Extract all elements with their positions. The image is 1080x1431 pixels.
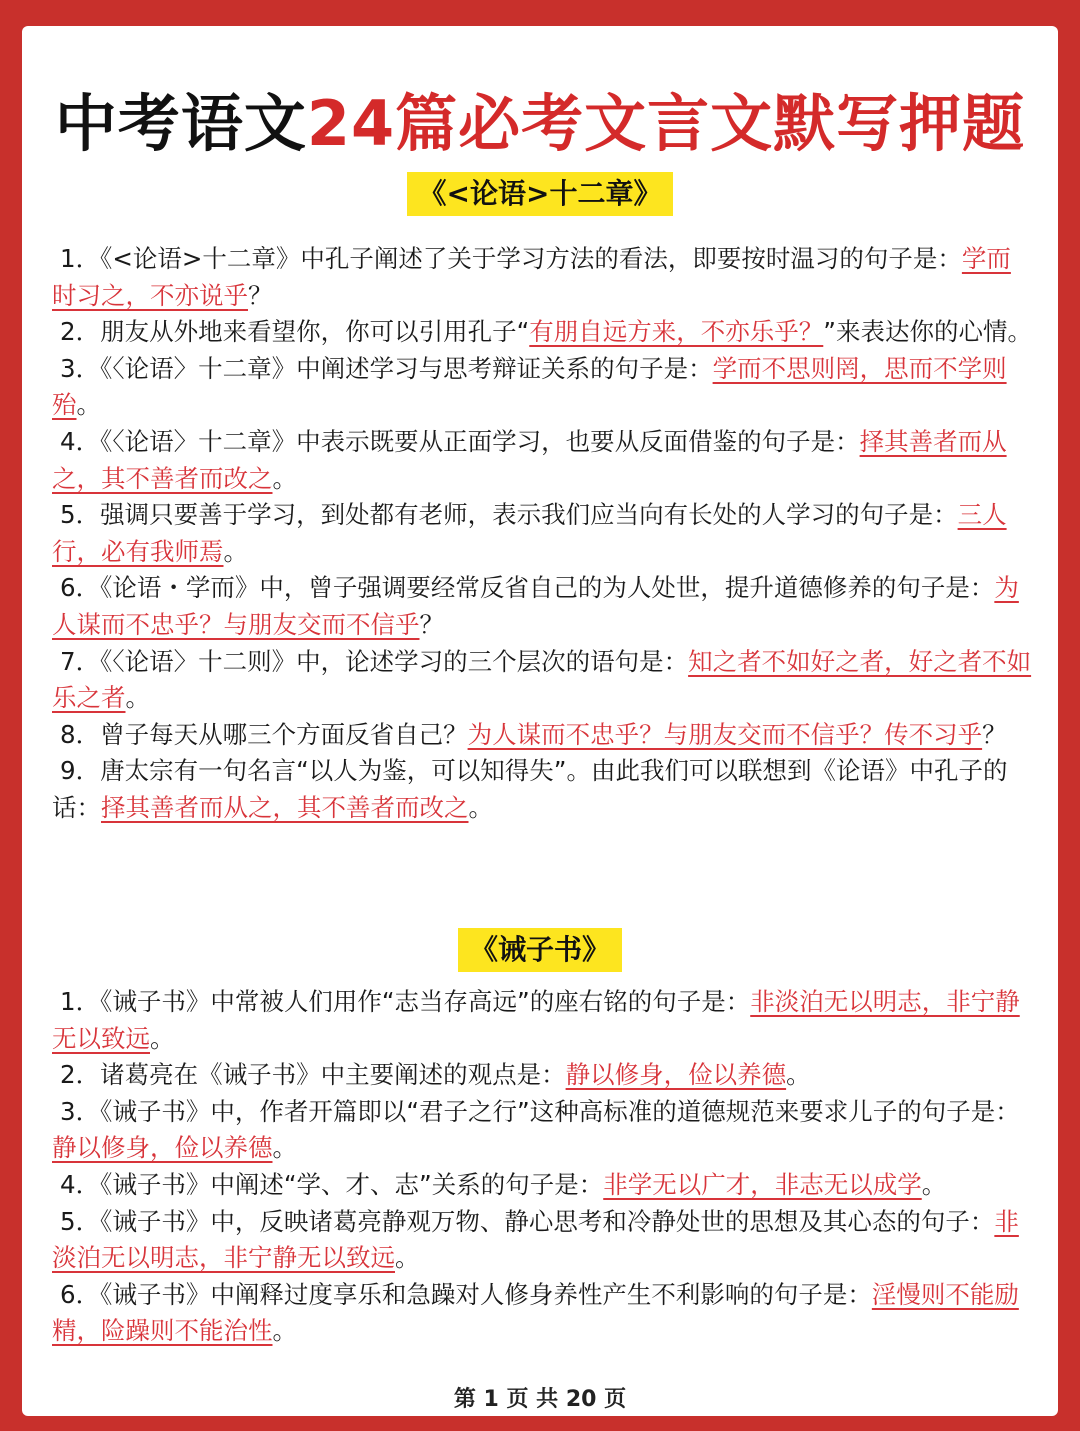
question-item [52, 717, 1032, 754]
question-end: 。 [272, 1316, 297, 1346]
question-list-jiezishu [52, 984, 1032, 1350]
answer-text: 择其善者而从之，其不善者而改之 [52, 426, 1007, 493]
question-text: 5．强调只要善于学习，到处都有老师，表示我们应当向有长处的人学习的句子是： [60, 500, 958, 530]
question-item [52, 1057, 1032, 1094]
question-text: 3．《诫子书》中，作者开篇即以“君子之行”这种高标准的道德规范来要求儿子的句子是： [60, 1096, 1020, 1126]
question-text: 4．《诫子书》中阐述“学、才、志”关系的句子是： [60, 1169, 604, 1199]
answer-text: 非淡泊无以明志，非宁静无以致远 [52, 987, 1020, 1053]
question-end: 。 [395, 1243, 420, 1273]
title-red-part: 24篇必考文言文默写押题 [306, 87, 1026, 160]
question-item [52, 497, 1032, 570]
answer-text: 为人谋而不忠乎？与朋友交而不信乎？传不习乎 [467, 719, 983, 749]
question-end: 。 [223, 536, 248, 566]
question-end: 。 [786, 1060, 811, 1090]
section-heading-lunyu [22, 172, 1058, 216]
question-item [52, 1094, 1032, 1167]
question-text: 9．唐太宗有一句名言“以人为鉴，可以知得失”。由此我们可以联想到《论语》中孔子的话： [52, 756, 1008, 822]
question-text: 3．《〈论语〉十二章》中阐述学习与思考辩证关系的句子是： [60, 353, 713, 383]
question-item [52, 351, 1032, 424]
question-item [52, 241, 1032, 314]
question-item [52, 753, 1032, 826]
question-end: 。 [272, 1133, 297, 1163]
question-item [52, 1167, 1032, 1204]
question-end: ？ [248, 280, 273, 310]
question-item [52, 1277, 1032, 1350]
question-end: 。 [468, 792, 493, 822]
question-list-lunyu [52, 241, 1032, 827]
question-end: ”来表达你的心情。 [823, 317, 1032, 347]
answer-text: 静以修身，俭以养德 [565, 1060, 787, 1090]
page-title [22, 84, 1058, 164]
question-item [52, 314, 1032, 351]
answer-text: 学而时习之，不亦说乎 [52, 244, 1011, 310]
question-end: ？ [419, 609, 444, 639]
question-end: 。 [921, 1169, 947, 1199]
section-heading-label: 《<论语>十二章》 [407, 172, 674, 216]
page-footer: 第 1 页 共 20 页 [453, 1387, 627, 1412]
answer-text: 非淡泊无以明志，非宁静无以致远 [52, 1206, 1019, 1273]
answer-text: 有朋自远方来，不亦乐乎？ [529, 317, 824, 347]
question-end: ？ [982, 719, 1007, 749]
question-text: 1．《诫子书》中常被人们用作“志当存高远”的座右铭的句子是： [60, 987, 751, 1016]
question-text: 6．《诫子书》中阐释过度享乐和急躁对人修身养性产生不利影响的句子是： [60, 1279, 872, 1309]
question-text: 1．《<论语>十二章》中孔子阐述了关于学习方法的看法，即要按时温习的句子是： [60, 244, 962, 273]
question-text: 6．《论语・学而》中，曾子强调要经常反省自己的为人处世，提升道德修养的句子是： [60, 573, 995, 603]
document-page [22, 26, 1058, 1416]
question-item [52, 424, 1032, 497]
question-end: 。 [272, 463, 297, 493]
question-item [52, 570, 1032, 643]
section-heading-jiezishu [22, 928, 1058, 972]
question-item [52, 644, 1032, 717]
question-item [52, 1204, 1032, 1277]
answer-text: 为人谋而不忠乎？与朋友交而不信乎 [52, 573, 1019, 639]
answer-text: 择其善者而从之，其不善者而改之 [101, 792, 469, 822]
question-end: 。 [150, 1023, 175, 1053]
answer-text: 知之者不如好之者，好之者不如乐之者 [52, 646, 1032, 713]
answer-text: 淫慢则不能励精，险躁则不能治性 [52, 1279, 1019, 1346]
answer-text: 非学无以广才，非志无以成学 [603, 1169, 922, 1199]
question-text: 7．《〈论语〉十二则》中，论述学习的三个层次的语句是： [60, 646, 689, 676]
question-text: 2．诸葛亮在《诫子书》中主要阐述的观点是： [60, 1060, 566, 1090]
answer-text: 学而不思则罔，思而不学则殆 [52, 353, 1007, 420]
answer-text: 三人行，必有我师焉 [52, 500, 1007, 566]
question-text: 8．曾子每天从哪三个方面反省自己？ [60, 719, 468, 749]
question-end: 。 [76, 390, 101, 420]
question-text: 2．朋友从外地来看望你，你可以引用孔子“ [60, 317, 530, 347]
question-item [52, 984, 1032, 1057]
answer-text: 静以修身，俭以养德 [52, 1133, 273, 1163]
question-text: 4．《〈论语〉十二章》中表示既要从正面学习，也要从反面借鉴的句子是： [60, 426, 860, 456]
section-heading-label: 《诫子书》 [458, 928, 622, 972]
question-text: 5．《诫子书》中，反映诸葛亮静观万物、静心思考和冷静处世的思想及其心态的句子： [60, 1206, 995, 1236]
title-black-part: 中考语文 [54, 87, 307, 160]
question-end: 。 [125, 683, 150, 713]
